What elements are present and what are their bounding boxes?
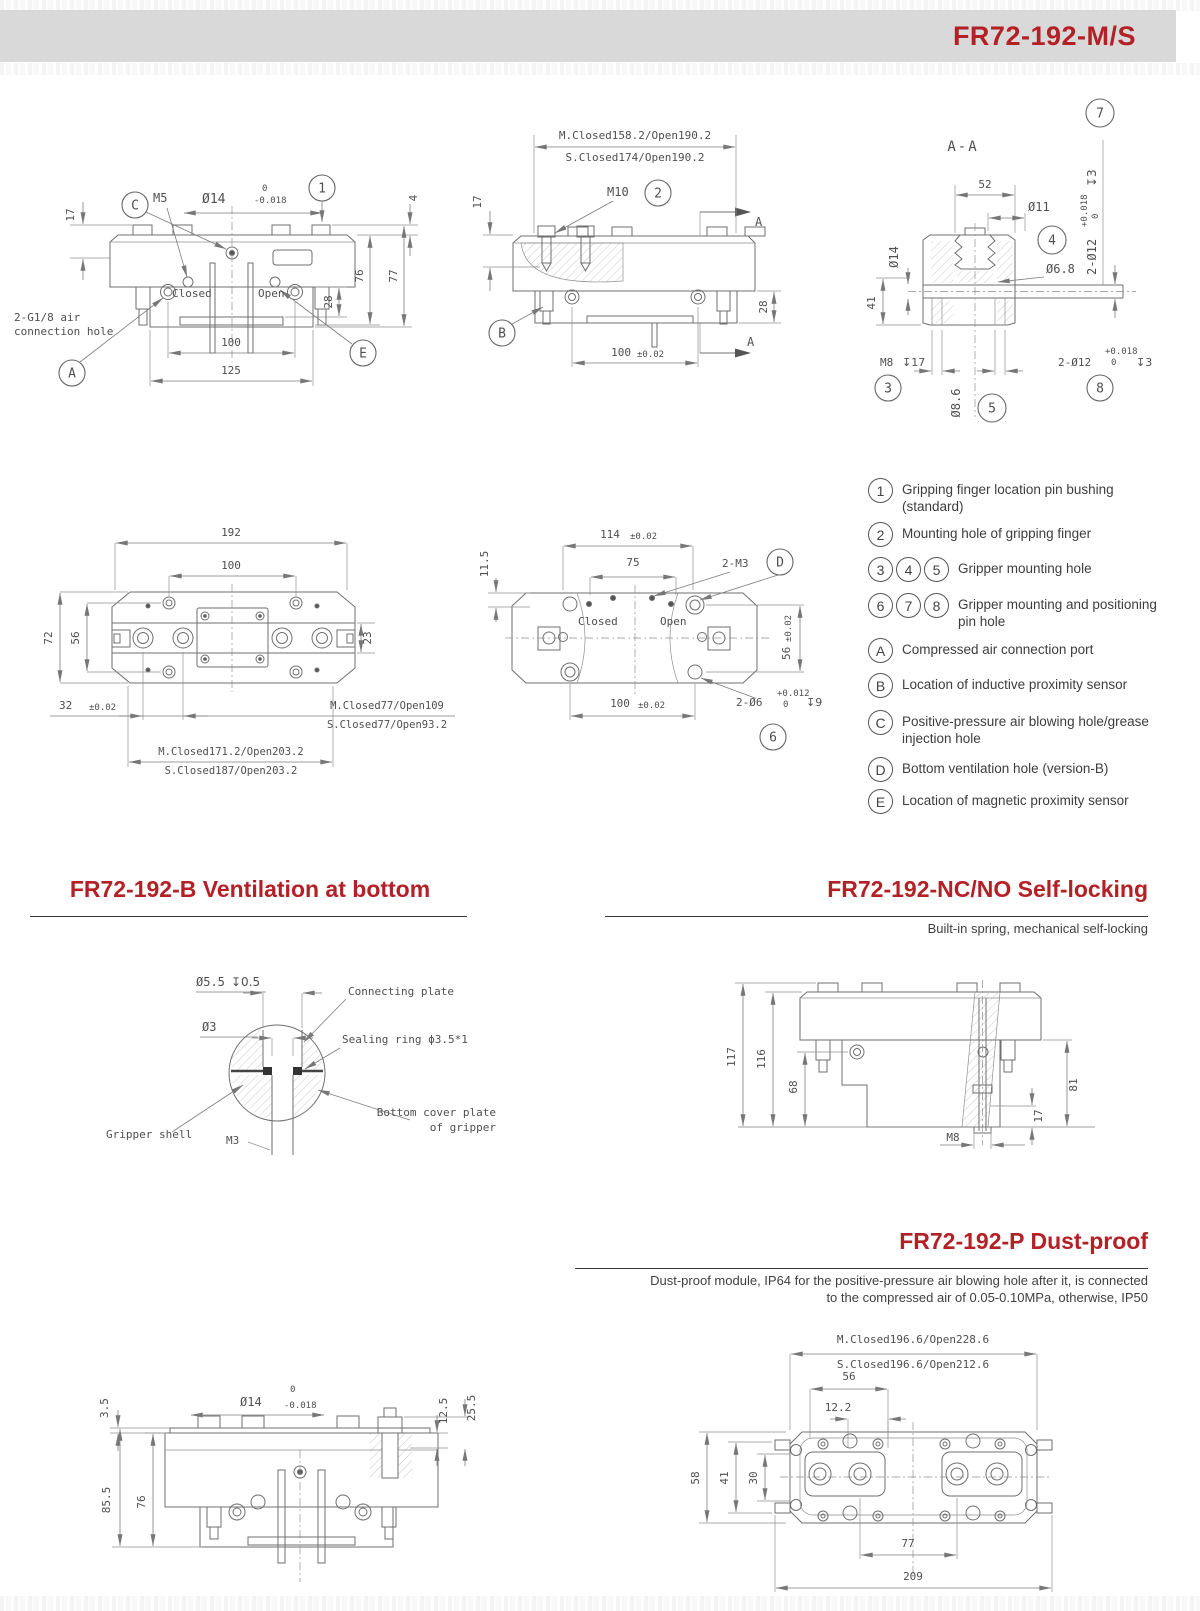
dia14-label: Ø14: [887, 246, 901, 268]
connecting-plate-label: Connecting plate: [348, 985, 454, 998]
bottom-note: 2-Ø12: [1058, 356, 1092, 369]
dim-85-5-label: 85.5: [100, 1486, 113, 1514]
balloon-8: 8: [924, 593, 949, 618]
dim-58-label: 58: [689, 1471, 702, 1485]
dia86-label: Ø8.6: [949, 388, 963, 418]
header-bar: [0, 10, 1176, 62]
section-nc-title: FR72-192-NC/NO Self-locking: [827, 876, 1148, 902]
section-p-subtitle-2: to the compressed air of 0.05-0.10MPa, otherwise, IP50: [826, 1290, 1148, 1305]
b-detail-linework: [229, 1025, 325, 1155]
m3-label: M3: [226, 1134, 240, 1147]
air-note-line1: 2-G1/8 air: [14, 311, 81, 324]
dim-12-2-label: 12.2: [824, 1401, 852, 1414]
legend-item: [868, 789, 1174, 814]
dim-100-tol: ±0.02: [638, 701, 666, 711]
bottom-tol-lower: 0: [1111, 358, 1117, 368]
legend-item-text: Location of magnetic proximity sensor: [902, 793, 1129, 808]
balloon-3: 3: [884, 381, 892, 397]
dia55-label: Ø5.5: [196, 975, 225, 989]
balloon-6: 6: [868, 593, 893, 618]
legend-item-text: Gripper mounting and positioning pin hole: [958, 597, 1157, 630]
dim-52-label: 52: [978, 178, 992, 191]
dim-41-label: 41: [865, 296, 878, 310]
watermark-strip: [0, 1596, 1200, 1611]
balloon-4: 4: [896, 557, 921, 582]
dim-72-label: 72: [42, 631, 55, 645]
closed-label: Closed: [172, 287, 212, 300]
dim-125-label: 125: [221, 364, 241, 377]
section-title: A-A: [947, 139, 979, 155]
legend-item: [868, 673, 1174, 698]
legend-item: [868, 638, 1174, 663]
side-view-linework: [513, 226, 765, 347]
section-b-title: FR72-192-B Ventilation at bottom: [69, 876, 431, 902]
nc-linework: [800, 983, 1041, 1133]
balloon-5: 5: [988, 401, 996, 417]
legend-item-text: Compressed air connection port: [902, 642, 1094, 657]
stroke-s-right-label: S.Closed77/Open93.2: [326, 719, 448, 731]
dim-28-label: 28: [757, 300, 770, 314]
section-nc-rule: [605, 916, 1148, 917]
balloon-8: 8: [1096, 381, 1104, 397]
section-nc-subtitle: Built-in spring, mechanical self-locking: [927, 921, 1148, 936]
dim-117-label: 117: [725, 1047, 738, 1067]
watermark-strip: [0, 63, 1200, 75]
dim-4-label: 4: [407, 194, 420, 202]
hole-depth: ↧9: [806, 696, 823, 709]
legend-item-text: Positive-pressure air blowing hole/grease injection hole: [902, 714, 1149, 747]
front-view-linework: [110, 225, 355, 353]
section-a-top-label: A: [755, 215, 763, 229]
legend-item-text: Mounting hole of gripping finger: [902, 526, 1092, 541]
section-p-rule: [575, 1268, 1148, 1269]
balloon-1: 1: [868, 478, 893, 503]
legend-item: [868, 593, 1174, 631]
dim-100-label: 100: [611, 346, 631, 359]
thread-m5-label: M5: [153, 191, 168, 205]
dia14-tol-upper: 0: [262, 184, 268, 194]
legend-item-text: Gripper mounting hole: [958, 561, 1092, 576]
gripper-shell-label: Gripper shell: [106, 1128, 193, 1141]
dim-23-label: 23: [361, 631, 374, 645]
b-detail-dimension-lines: [172, 992, 410, 1150]
dim-41-label: 41: [718, 1471, 731, 1485]
dia68-label: Ø6.8: [1046, 262, 1075, 276]
legend-item-text: Gripping finger location pin bushing (standard): [902, 482, 1114, 515]
balloon-D: D: [776, 555, 784, 571]
dim-114-tol: ±0.02: [630, 532, 658, 542]
dim-76-label: 76: [135, 1495, 148, 1509]
hole-note: 2-Ø6: [736, 696, 763, 709]
m8-label: M8: [946, 1131, 960, 1144]
depth05-label: ↧0.5: [231, 975, 261, 989]
balloon-A: A: [868, 638, 893, 663]
dim-25-5-label: 25.5: [465, 1394, 478, 1422]
dim-17-label: 17: [1032, 1109, 1045, 1123]
p-version-top-drawing: [660, 1330, 1170, 1611]
m8-depth: ↧17: [902, 356, 926, 369]
balloon-2: 2: [654, 186, 662, 202]
bottom-depth: ↧3: [1136, 356, 1153, 369]
balloon-7: 7: [1096, 106, 1104, 122]
dia3-label: Ø3: [202, 1020, 217, 1034]
balloon-3: 3: [868, 557, 893, 582]
balloon-5: 5: [924, 557, 949, 582]
balloon-4: 4: [1048, 233, 1056, 249]
section-a-bottom-label: A: [747, 335, 755, 349]
dim-56-label: 56: [69, 631, 82, 645]
dim-77-label: 77: [901, 1537, 915, 1550]
legend-item-text: Bottom ventilation hole (version-B): [902, 761, 1109, 776]
hole-tol-lower: 0: [783, 700, 789, 710]
balloon-C: C: [868, 710, 893, 735]
section-p-title: FR72-192-P Dust-proof: [899, 1228, 1148, 1254]
side-tol-upper: +0.018: [1080, 194, 1090, 227]
closed-label: Closed: [578, 615, 618, 628]
dim-17-label: 17: [64, 208, 77, 222]
dim-100-tol: ±0.02: [637, 350, 665, 360]
balloon-E: E: [359, 346, 367, 362]
stroke-s-bottom-label: S.Closed187/Open203.2: [164, 765, 298, 777]
dim-12-5-label: 12.5: [437, 1397, 450, 1425]
section-cut-marks: [700, 208, 751, 358]
sealing-ring-label: Sealing ring ϕ3.5*1: [342, 1033, 468, 1046]
legend-item: [868, 757, 1174, 782]
stroke-m-right-label: M.Closed77/Open109: [330, 700, 444, 712]
balloon-A: A: [68, 366, 76, 382]
front-view-drawing: [10, 90, 445, 400]
dim-81-label: 81: [1067, 1078, 1080, 1092]
dim-56-annotation: [780, 615, 794, 660]
balloon-B: B: [868, 673, 893, 698]
legend-item: [868, 557, 1174, 582]
dim-56-label: 56: [842, 1370, 856, 1383]
dim-17-label: 17: [471, 195, 484, 209]
balloon-E: E: [868, 789, 893, 814]
thread-m10-label: M10: [607, 185, 629, 199]
hole-tol-upper: +0.012: [777, 689, 810, 699]
section-b-rule: [30, 916, 467, 917]
side-depth: ↧3: [1085, 169, 1099, 187]
p-side-dimension-lines: [110, 1399, 470, 1547]
label-2m3: 2-M3: [722, 557, 749, 570]
top-view-dimension-lines: [50, 543, 455, 767]
p-side-linework: [165, 1408, 438, 1563]
dim-32-tol: ±0.02: [89, 703, 117, 713]
dim-30-label: 30: [747, 1471, 760, 1485]
dim-56-label: 56: [780, 646, 793, 660]
dim-114-label: 114: [600, 528, 620, 541]
bottom-view-drawing: [460, 500, 860, 758]
legend-item: [868, 478, 1174, 516]
dim-116-label: 116: [755, 1049, 768, 1069]
dia11-label: Ø11: [1028, 200, 1050, 214]
top-view-drawing: [35, 480, 460, 780]
m8-label: M8: [880, 356, 894, 369]
balloon-6: 6: [769, 730, 777, 746]
balloon-7: 7: [896, 593, 921, 618]
dim-100-label: 100: [221, 559, 241, 572]
legend-item: [868, 710, 1174, 748]
dim-3-5-label: 3.5: [98, 1398, 111, 1418]
section-aa-dimension-lines: [876, 140, 1115, 375]
dim-100-label: 100: [610, 697, 630, 710]
dim-28-label: 28: [322, 295, 335, 309]
open-label: Open: [258, 287, 285, 300]
p-version-side-drawing: [60, 1320, 500, 1611]
dia14-tol-upper: 0: [290, 1385, 296, 1395]
stroke-s-label: S.Closed174/Open190.2: [565, 151, 705, 164]
side-note: 2-Ø12: [1085, 238, 1099, 275]
dim-32-label: 32: [59, 699, 73, 712]
b-version-detail-drawing: [80, 930, 500, 1165]
side-view-drawing: [445, 95, 800, 400]
balloon-B: B: [498, 326, 506, 342]
balloon-1: 1: [318, 181, 326, 197]
dim-76-label: 76: [353, 269, 366, 283]
bottom-cover-label-2: of gripper: [429, 1121, 496, 1134]
dim-209-label: 209: [903, 1570, 923, 1583]
dim-56-tol: ±0.02: [784, 614, 794, 642]
stroke-m-label: M.Closed196.6/Open228.6: [836, 1333, 990, 1346]
p-top-linework: [775, 1432, 1052, 1523]
dia14-tol-lower: -0.018: [254, 196, 287, 206]
bottom-tol-upper: +0.018: [1105, 347, 1138, 357]
nc-version-drawing: [690, 935, 1170, 1150]
stroke-m-label: M.Closed158.2/Open190.2: [558, 129, 712, 142]
side-hole-annotation: [1080, 169, 1101, 275]
dim-100-label: 100: [221, 336, 241, 349]
dim-75-label: 75: [626, 556, 640, 569]
section-p-subtitle-1: Dust-proof module, IP64 for the positive-pressure air blowing hole after it, is connected: [650, 1273, 1148, 1288]
stroke-s-label: S.Closed196.6/Open212.6: [836, 1358, 990, 1371]
dim-77-label: 77: [387, 269, 400, 283]
legend-item: [868, 522, 1174, 547]
air-note-line2: connection hole: [14, 325, 114, 338]
open-label: Open: [660, 615, 687, 628]
side-tol-lower: 0: [1091, 213, 1101, 219]
bottom-cover-label-1: Bottom cover plate: [376, 1106, 496, 1119]
page-title: FR72-192-M/S: [952, 21, 1136, 51]
dia14-label: Ø14: [240, 1395, 262, 1409]
section-aa-drawing: [800, 85, 1200, 430]
top-view-linework: [112, 592, 355, 683]
balloon-D: D: [868, 757, 893, 782]
balloon-C: C: [131, 198, 139, 214]
dia14-tol-lower: -0.018: [284, 1401, 317, 1411]
dim-192-label: 192: [221, 526, 241, 539]
legend-item-text: Location of inductive proximity sensor: [902, 677, 1128, 692]
stroke-m-bottom-label: M.Closed171.2/Open203.2: [158, 746, 304, 758]
balloon-2: 2: [868, 522, 893, 547]
dia14-label: Ø14: [202, 192, 226, 207]
dim-11-5-label: 11.5: [478, 550, 491, 578]
dim-68-label: 68: [787, 1080, 800, 1094]
